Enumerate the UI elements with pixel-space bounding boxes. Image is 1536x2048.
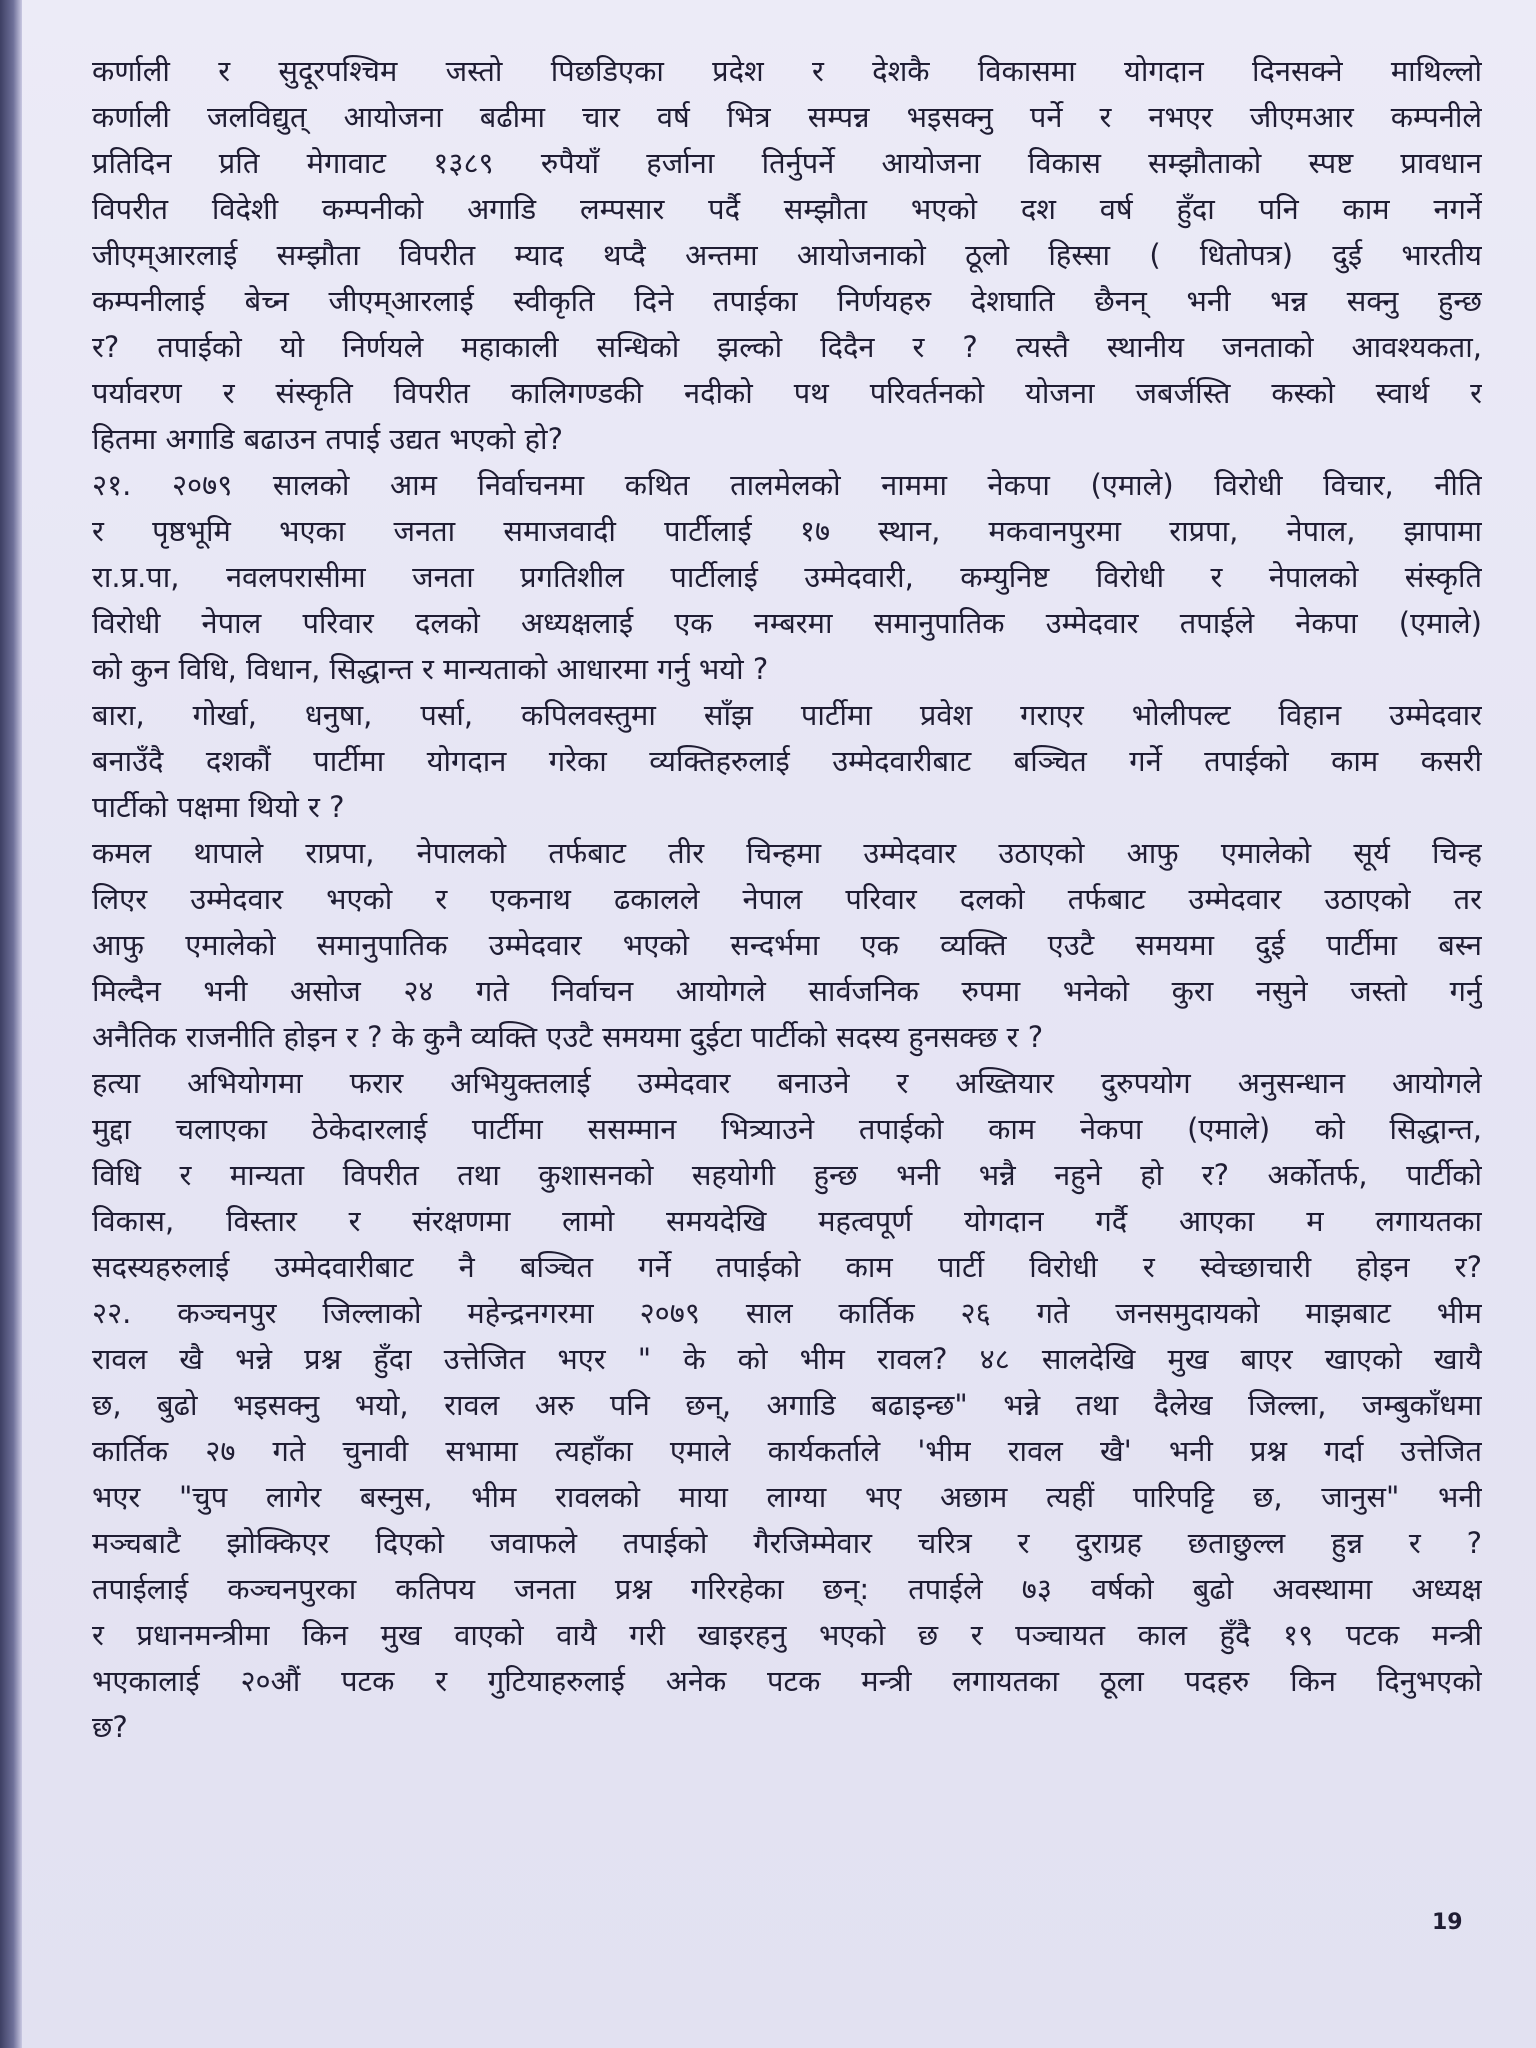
text-line-3: प्रतिदिन प्रति मेगावाट १३८९ रुपैयाँ हर्जाना तिर्नुपर्ने आयोजना विकास सम्झौताको स्पष्ट प्रावधान bbox=[92, 146, 1482, 180]
text-line-25: विधि र मान्यता विपरीत तथा कुशासनको सहयोगी हुन्छ भनी भन्नै नहुने हो र? अर्कोतर्फ, पार्टीको bbox=[92, 1158, 1482, 1192]
text-line-31: कार्तिक २७ गते चुनावी सभामा त्यहाँका एमाले कार्यकर्ताले 'भीम रावल खै' भनी प्रश्न गर्दा उत्तेजित bbox=[92, 1434, 1482, 1468]
text-line-16: बनाउँदै दशकौं पार्टीमा योगदान गरेका व्यक्तिहरुलाई उम्मेदवारीबाट बञ्चित गर्ने तपाईको काम कसरी bbox=[92, 744, 1482, 778]
text-line-29: रावल खै भन्ने प्रश्न हुँदा उत्तेजित भएर " के को भीम रावल? ४८ सालदेखि मुख बाएर खाएको खायै bbox=[92, 1342, 1482, 1376]
text-line-26: विकास, विस्तार र संरक्षणमा लामो समयदेखि महत्वपूर्ण योगदान गर्दै आएका म लगायतका bbox=[92, 1204, 1482, 1238]
text-line-20: आफु एमालेको समानुपातिक उम्मेदवार भएको सन्दर्भमा एक व्यक्ति एउटै समयमा दुई पार्टीमा बस्न bbox=[92, 928, 1482, 962]
text-line-8: पर्यावरण र संस्कृति विपरीत कालिगण्डकी नदीको पथ परिवर्तनको योजना जबर्जस्ति कस्को स्वार्थ र bbox=[92, 376, 1482, 410]
text-line-24: मुद्दा चलाएका ठेकेदारलाई पार्टीमा ससम्मान भित्र्याउने तपाईको काम नेकपा (एमाले) को सिद्धान्त, bbox=[92, 1112, 1482, 1146]
text-line-27: सदस्यहरुलाई उम्मेदवारीबाट नै बञ्चित गर्ने तपाईको काम पार्टी विरोधी र स्वेच्छाचारी होइन र? bbox=[92, 1250, 1482, 1284]
text-line-18: कमल थापाले राप्रपा, नेपालको तर्फबाट तीर चिन्हमा उम्मेदवार उठाएको आफु एमालेको सूर्य चिन्ह bbox=[92, 836, 1482, 870]
text-line-12: रा.प्र.पा, नवलपरासीमा जनता प्रगतिशील पार्टीलाई उम्मेदवारी, कम्युनिष्ट विरोधी र नेपालको संस्कृति bbox=[92, 560, 1482, 594]
text-line-10: २१. २०७९ सालको आम निर्वाचनमा कथित तालमेलको नाममा नेकपा (एमाले) विरोधी विचार, नीति bbox=[92, 468, 1482, 502]
text-line-13: विरोधी नेपाल परिवार दलको अध्यक्षलाई एक नम्बरमा समानुपातिक उम्मेदवार तपाईले नेकपा (एमाले) bbox=[92, 606, 1482, 640]
document-page bbox=[22, 0, 1536, 2048]
text-line-30: छ, बुढो भइसक्नु भयो, रावल अरु पनि छन्, अगाडि बढाइन्छ" भन्ने तथा दैलेख जिल्ला, जम्बुकाँधमा bbox=[92, 1388, 1482, 1422]
book-spine-shadow bbox=[0, 0, 22, 2048]
text-line-4: विपरीत विदेशी कम्पनीको अगाडि लम्पसार पर्दै सम्झौता भएको दश वर्ष हुँदा पनि काम नगर्ने bbox=[92, 192, 1482, 226]
text-line-15: बारा, गोर्खा, धनुषा, पर्सा, कपिलवस्तुमा साँझ पार्टीमा प्रवेश गराएर भोलीपल्ट विहान उम्मेदवार bbox=[92, 698, 1482, 732]
text-line-14: को कुन विधि, विधान, सिद्धान्त र मान्यताको आधारमा गर्नु भयो ? bbox=[92, 652, 769, 686]
text-line-32: भएर "चुप लागेर बस्नुस, भीम रावलको माया लाग्या भए अछाम त्यहीं पारिपट्टि छ, जानुस" भनी bbox=[92, 1480, 1482, 1514]
text-line-28: २२. कञ्चनपुर जिल्लाको महेन्द्रनगरमा २०७९ साल कार्तिक २६ गते जनसमुदायको माझबाट भीम bbox=[92, 1296, 1482, 1330]
text-line-11: र पृष्ठभूमि भएका जनता समाजवादी पार्टीलाई १७ स्थान, मकवानपुरमा राप्रपा, नेपाल, झापामा bbox=[92, 514, 1482, 548]
text-line-36: भएकालाई २०औं पटक र गुटियाहरुलाई अनेक पटक मन्त्री लगायतका ठूला पदहरु किन दिनुभएको bbox=[92, 1664, 1482, 1698]
text-line-17: पार्टीको पक्षमा थियो र ? bbox=[92, 790, 345, 824]
text-line-22: अनैतिक राजनीति होइन र ? के कुनै व्यक्ति एउटै समयमा दुईटा पार्टीको सदस्य हुनसक्छ र ? bbox=[92, 1020, 1044, 1054]
text-line-23: हत्या अभियोगमा फरार अभियुक्तलाई उम्मेदवार बनाउने र अख्तियार दुरुपयोग अनुसन्धान आयोगले bbox=[92, 1066, 1482, 1100]
text-line-5: जीएम्आरलाई सम्झौता विपरीत म्याद थप्दै अन्तमा आयोजनाको ठूलो हिस्सा ( धितोपत्र) दुई भारतीय bbox=[92, 238, 1482, 272]
text-line-19: लिएर उम्मेदवार भएको र एकनाथ ढकालले नेपाल परिवार दलको तर्फबाट उम्मेदवार उठाएको तर bbox=[92, 882, 1482, 916]
text-line-33: मञ्चबाटै झोक्किएर दिएको जवाफले तपाईको गैरजिम्मेवार चरित्र र दुराग्रह छताछुल्ल हुन्न र ? bbox=[92, 1526, 1482, 1560]
text-line-34: तपाईलाई कञ्चनपुरका कतिपय जनता प्रश्न गरिरहेका छन्: तपाईले ७३ वर्षको बुढो अवस्थामा अध्यक्ष bbox=[92, 1572, 1482, 1606]
text-line-37: छ? bbox=[92, 1710, 128, 1744]
page-number: 19 bbox=[1432, 1910, 1463, 1935]
text-line-21: मिल्दैन भनी असोज २४ गते निर्वाचन आयोगले सार्वजनिक रुपमा भनेको कुरा नसुने जस्तो गर्नु bbox=[92, 974, 1482, 1008]
text-line-1: कर्णाली र सुदूरपश्चिम जस्तो पिछडिएका प्रदेश र देशकै विकासमा योगदान दिनसक्ने माथिल्लो bbox=[92, 54, 1482, 88]
text-line-7: र? तपाईको यो निर्णयले महाकाली सन्धिको झल्को दिदैन र ? त्यस्तै स्थानीय जनताको आवश्यकता, bbox=[92, 330, 1482, 364]
text-line-9: हितमा अगाडि बढाउन तपाई उद्यत भएको हो? bbox=[92, 422, 563, 456]
text-line-6: कम्पनीलाई बेच्न जीएम्आरलाई स्वीकृति दिने तपाईका निर्णयहरु देशघाति छैनन् भनी भन्न सक्नु हुन्छ bbox=[92, 284, 1482, 318]
text-line-35: र प्रधानमन्त्रीमा किन मुख वाएको वायै गरी खाइरहनु भएको छ र पञ्चायत काल हुँदै १९ पटक मन्त्री bbox=[92, 1618, 1482, 1652]
body-text bbox=[92, 48, 1482, 1750]
text-line-2: कर्णाली जलविद्युत् आयोजना बढीमा चार वर्ष भित्र सम्पन्न भइसक्नु पर्ने र नभएर जीएमआर कम्पनीले bbox=[92, 100, 1482, 134]
